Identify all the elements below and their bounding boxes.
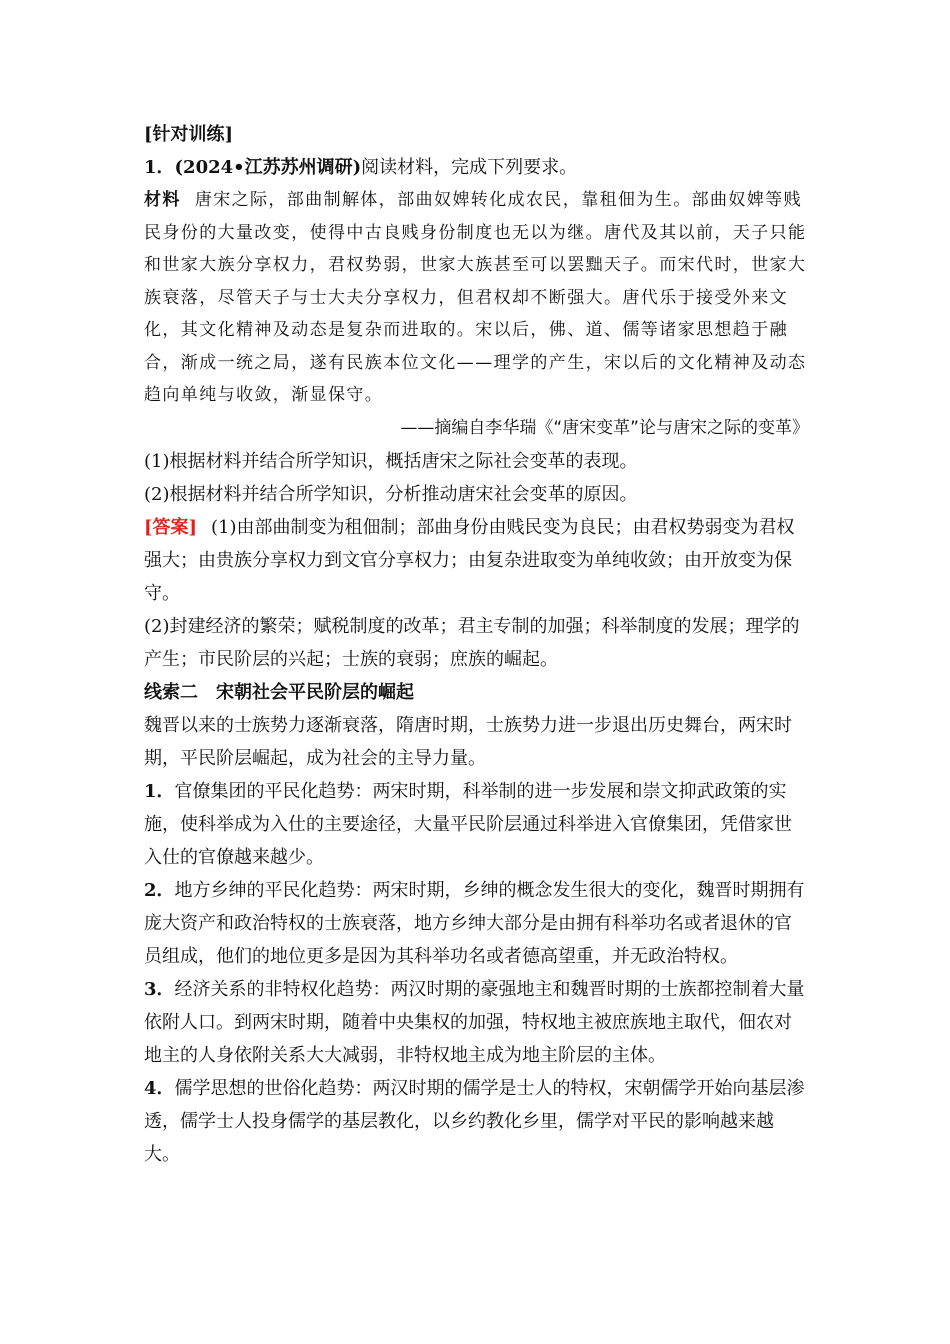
question-source: (2024•江苏苏州调研) xyxy=(174,157,362,178)
material-label: 材料 xyxy=(144,190,181,210)
clue-intro: 魏晋以来的士族势力逐渐衰落，隋唐时期，士族势力进一步退出历史舞台，两宋时期，平民阶层崛起，成为社会的主导力量。 xyxy=(144,714,792,769)
answer-label: [答案] xyxy=(144,516,198,538)
clue-point-1-number: 1． xyxy=(144,780,175,802)
sub-question-1: (1)根据材料并结合所学知识，概括唐宋之际社会变革的表现。 xyxy=(144,450,638,472)
material-text: 唐宋之际，部曲制解体，部曲奴婢转化成农民，靠租佃为生。部曲奴婢等贱民身份的大量改变，使得中古良贱身份制度也无以为继。唐代及其以前，天子只能和世家大族分享权力，君权势弱，世家大族甚至可以罢黜天子。而宋代时，世家大族衰落，尽管天子与士大夫分享权力，但君权却不断强大。唐代乐于接受外来文化，其文化精神及动态是复杂而进取的。宋以后，佛、道、儒等诸家思想趋于融合，渐成一统之局，遂有民族本位文化——理学的产生，宋以后的文化精神及动态趋向单纯与收敛，渐显保守。 xyxy=(144,190,807,405)
document-page xyxy=(144,118,809,1171)
question-number: 1． xyxy=(144,157,175,178)
clue-point-3 xyxy=(144,973,809,1072)
clue-point-2 xyxy=(144,874,809,973)
clue-point-4-text: 儒学思想的世俗化趋势：两汉时期的儒学是士人的特权，宋朝儒学开始向基层渗透，儒学士人投身儒学的基层教化，以乡约教化乡里，儒学对平民的影响越来越大。 xyxy=(144,1077,805,1165)
clue-point-1-text: 官僚集团的平民化趋势：两宋时期，科举制的进一步发展和崇文抑武政策的实施，使科举成为入仕的主要途径，大量平民阶层通过科举进入官僚集团，凭借家世入仕的官僚越来越少。 xyxy=(144,780,792,868)
answer-part-1 xyxy=(144,511,809,610)
clue-point-1 xyxy=(144,775,809,874)
sub-question-2: (2)根据材料并结合所学知识，分析推动唐宋社会变革的原因。 xyxy=(144,483,638,505)
question-prompt: 阅读材料，完成下列要求。 xyxy=(361,157,578,178)
clue-point-2-text: 地方乡绅的平民化趋势：两宋时期，乡绅的概念发生很大的变化，魏晋时期拥有庞大资产和政治特权的士族衰落，地方乡绅大部分是由拥有科举功名或者退休的官员组成，他们的地位更多是因为其科举功名或者德高望重，并无政治特权。 xyxy=(144,879,805,967)
clue-point-3-text: 经济关系的非特权化趋势：两汉时期的豪强地主和魏晋时期的士族都控制着大量依附人口。到两宋时期，随着中央集权的加强，特权地主被庶族地主取代，佃农对地主的人身依附关系大大减弱，非特权地主成为地主阶层的主体。 xyxy=(144,978,805,1066)
answer-part-2: (2)封建经济的繁荣；赋税制度的改革；君主专制的加强；科举制度的发展；理学的产生；市民阶层的兴起；士族的衰弱；庶族的崛起。 xyxy=(144,615,800,670)
material-source: ——摘编自李华瑞《“唐宋变革”论与唐宋之际的变革》 xyxy=(400,417,809,438)
clue-point-3-number: 3． xyxy=(144,978,175,1000)
clue-point-2-number: 2． xyxy=(144,879,175,901)
clue-point-4-number: 4． xyxy=(144,1077,175,1099)
answer-part-1-text: (1)由部曲制变为租佃制；部曲身份由贱民变为良民；由君权势弱变为君权强大；由贵族分享权力到文官分享权力；由复杂进取变为单纯收敛；由开放变为保守。 xyxy=(144,516,795,604)
section-label: [针对训练] xyxy=(144,124,234,145)
clue-point-4 xyxy=(144,1072,809,1171)
question-heading xyxy=(144,151,809,184)
clue-title: 线索二 宋朝社会平民阶层的崛起 xyxy=(144,681,414,703)
material-paragraph xyxy=(144,184,809,412)
